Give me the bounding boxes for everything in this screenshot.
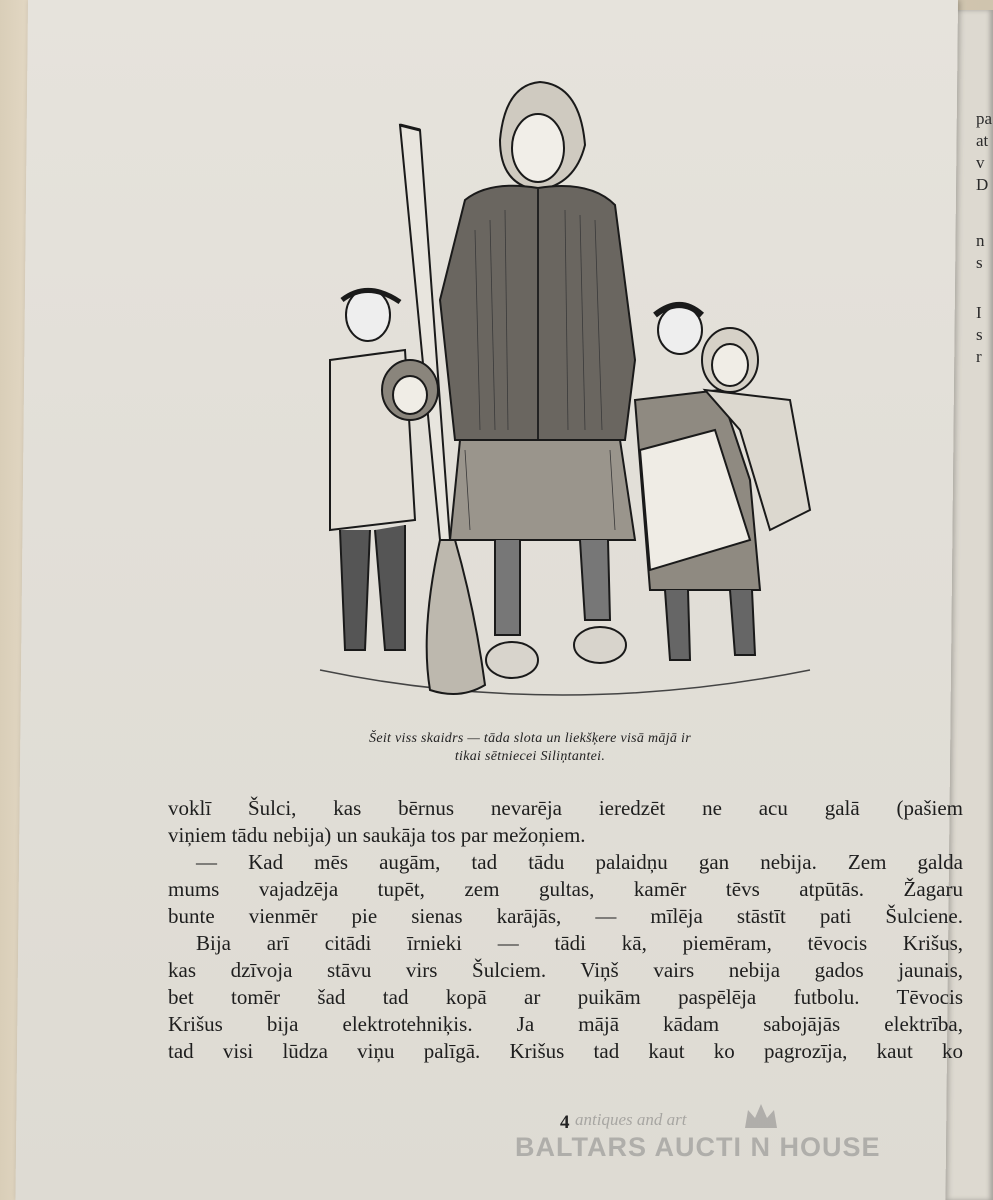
facing-text-fragment: s — [976, 253, 983, 272]
text-line: — Kad mēs augām, tad tādu palaidņu gan nebija. Zem galda — [196, 850, 963, 874]
crown-icon — [743, 1102, 779, 1130]
page-number: 4 — [560, 1112, 570, 1133]
facing-text-fragment: r — [976, 347, 982, 366]
facing-text-fragment: v — [976, 153, 985, 172]
text-line: mums vajadzēja tupēt, zem gultas, kamēr tēvs atpūtās. Žagaru — [168, 877, 963, 901]
caption-line: tikai sētniecei Siliņtantei. — [454, 749, 606, 764]
text-line: voklī Šulci, kas bērnus nevarēja ieredzēt ne acu galā (pašiem — [168, 796, 963, 820]
watermark-title: BALTARS AUCTI N HOUSE — [515, 1132, 881, 1162]
facing-text-fragment: I — [976, 303, 982, 322]
watermark-tagline: antiques and art — [575, 1110, 687, 1129]
text-line: viņiem tādu nebija) un saukāja tos par mežoņiem. — [168, 823, 586, 847]
text-line: bunte vienmēr pie sienas karājās, — mīlēja stāstīt pati Šulciene. — [168, 904, 963, 928]
body-text — [168, 795, 963, 1065]
facing-text-fragment: D — [976, 175, 989, 194]
caption-line: Šeit viss skaidrs — tāda slota un liekšķere visā mājā ir — [369, 731, 691, 746]
facing-text-fragment: n — [976, 231, 985, 250]
facing-text-fragment: pa — [976, 109, 993, 128]
illustration-woman-with-children — [290, 70, 830, 710]
text-line: Bija arī citādi īrnieki — tādi kā, piemēram, tēvocis Krišus, — [196, 931, 963, 955]
text-line: bet tomēr šad tad kopā ar puikām paspēlēja futbolu. Tēvocis — [168, 985, 963, 1009]
text-line: Krišus bija elektrotehniķis. Ja mājā kādam sabojājās elektrība, — [168, 1012, 963, 1036]
auction-watermark — [515, 1110, 915, 1170]
text-line: tad visi lūdza viņu palīgā. Krišus tad kaut ko pagrozīja, kaut ko — [168, 1039, 963, 1063]
illustration-caption — [180, 730, 880, 766]
facing-text-fragment: at — [976, 131, 989, 150]
text-line: kas dzīvoja stāvu virs Šulciem. Viņš vairs nebija gados jaunais, — [168, 958, 963, 982]
facing-text-fragment: s — [976, 325, 983, 344]
